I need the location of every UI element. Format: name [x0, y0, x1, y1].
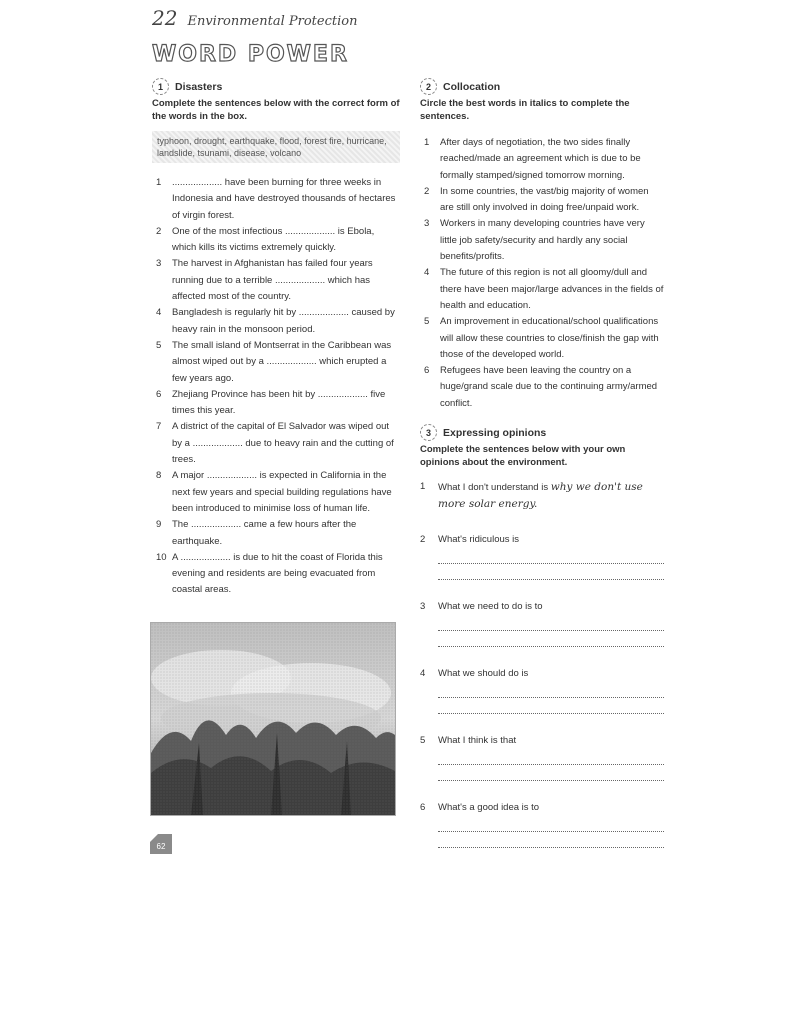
section-title-label: Expressing opinions [443, 426, 547, 439]
list-item: 9 The ................... came a few hours after the earthquake. [156, 519, 357, 547]
answer-line[interactable] [438, 816, 664, 832]
answer-line[interactable] [438, 631, 664, 647]
section-heading: WORD POWER [152, 42, 349, 67]
list-item: 5 What I think is that [420, 733, 664, 781]
section-number: 3 [420, 424, 437, 441]
page-header [152, 6, 357, 30]
opinions-list [420, 479, 664, 848]
answer-line[interactable] [438, 698, 664, 714]
list-item: 4 The future of this region is not all gloomy/dull and there have been major/large advances in the fields of health and education. [424, 267, 664, 311]
list-item: 1 After days of negotiation, the two sides finally reached/made an agreement which is due to be formally stamped/signed tomorrow morning. [424, 137, 641, 181]
list-item: 3 What we need to do is to [420, 599, 664, 647]
page-code: 62 [156, 842, 166, 851]
answer-line[interactable] [438, 765, 664, 781]
disasters-section [152, 78, 400, 599]
page-number: 22 [152, 6, 178, 30]
list-item: 3 Workers in many developing countries have very little job safety/security and hardly any social benefits/profits. [424, 218, 645, 263]
opinions-instruction: Complete the sentences below with your own opinions about the environment. [420, 444, 626, 469]
opinions-title [420, 424, 664, 441]
collocation-section [420, 78, 664, 867]
section-number: 2 [420, 78, 437, 95]
list-item: 5 An improvement in educational/school qualifications will allow these countries to close/finish the gap with those of the developed world. [424, 316, 659, 360]
list-item: 3 The harvest in Afghanistan has failed four years running due to a terrible ................... which has affected most of the country. [156, 258, 373, 303]
disasters-title [152, 78, 400, 95]
list-item: 1 What I don't understand is why we don't use more solar energy. [420, 481, 643, 511]
list-item: 1 ................... have been burning for three weeks in Indonesia and have destroyed thousands of hectares of virgin forest. [156, 177, 396, 221]
section-title-label: Disasters [175, 80, 223, 93]
disasters-instruction: Complete the sentences below with the correct form of the words in the box. [152, 98, 400, 122]
collocation-title [420, 78, 664, 95]
page-code-badge [150, 834, 172, 854]
photo-illustration [151, 623, 395, 815]
unit-title: Environmental Protection [187, 14, 358, 29]
section-number: 1 [152, 78, 169, 95]
list-item: 6 Zhejiang Province has been hit by ................... five times this year. [156, 388, 386, 417]
collocation-list [420, 135, 664, 412]
answer-line[interactable] [438, 564, 664, 580]
forest-fire-photo [150, 622, 396, 816]
answer-line[interactable] [438, 832, 664, 848]
answer-line[interactable] [438, 682, 664, 698]
answer-line[interactable] [438, 548, 664, 564]
list-item: 2 In some countries, the vast/big majority of women are still only involved in doing free/unpaid work. [424, 185, 649, 214]
list-item: 4 Bangladesh is regularly hit by ................... caused by heavy rain in the monsoon period. [156, 307, 395, 335]
list-item: 10 A ................... is due to hit the coast of Florida this evening and residents are being evacuated from coastal areas. [156, 551, 383, 596]
answer-line[interactable] [438, 749, 664, 765]
opinions-section [420, 424, 664, 848]
list-item: 2 What's ridiculous is [420, 532, 664, 580]
list-item: 2 One of the most infectious ................... is Ebola, which kills its victims extremely quickly. [156, 225, 375, 254]
handwritten-answer: why we don't use more solar energy. [438, 481, 643, 511]
list-item: 6 What's a good idea is to [420, 800, 664, 848]
list-item: 4 What we should do is [420, 666, 664, 714]
disasters-list [152, 175, 400, 599]
word-box: typhoon, drought, earthquake, flood, forest fire, hurricane, landslide, tsunami, disease, volcano [152, 131, 400, 163]
list-item: 8 A major ................... is expected in California in the next few years and special building regulations have been introduced to minimise loss of human life. [156, 470, 392, 514]
section-title-label: Collocation [443, 80, 501, 93]
list-item: 5 The small island of Montserrat in the Caribbean was almost wiped out by a ................... which erupted a few years ago. [156, 339, 392, 384]
list-item: 7 A district of the capital of El Salvador was wiped out by a ................... due to heavy rain and the cutting of trees. [156, 421, 394, 466]
answer-line[interactable] [438, 615, 664, 631]
list-item: 6 Refugees have been leaving the country on a huge/grand scale due to the continuing army/armed conflict. [424, 365, 658, 409]
collocation-instruction: Circle the best words in italics to complete the sentences. [420, 98, 630, 122]
